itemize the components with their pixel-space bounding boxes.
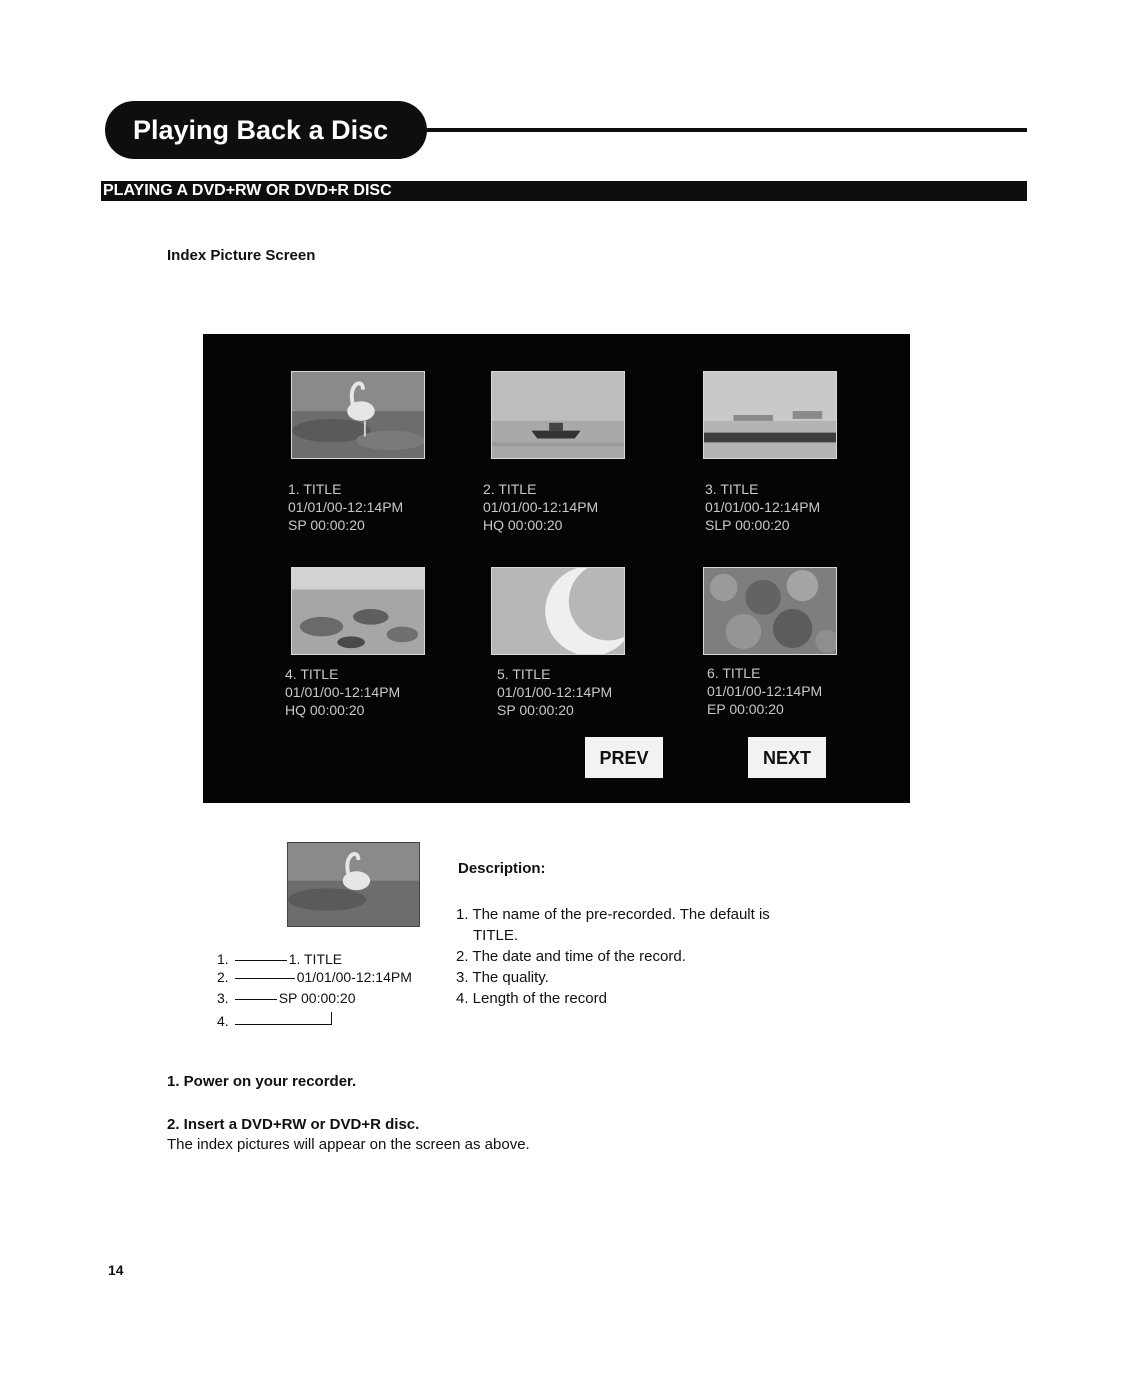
section-heading: PLAYING A DVD+RW OR DVD+R DISC [101, 181, 1027, 201]
thumbnail-datetime: 01/01/00-12:14PM [705, 499, 821, 515]
legend-number: 3. [217, 990, 229, 1006]
thumbnail-datetime: 01/01/00-12:14PM [285, 684, 401, 700]
thumbnail-quality: SP 00:00:20 [497, 702, 574, 718]
thumbnail-label-1 [288, 480, 403, 534]
legend-text: 01/01/00-12:14PM [296, 969, 412, 985]
thumbnail-title: 5. TITLE [497, 666, 551, 682]
legend-number: 1. [217, 951, 229, 967]
legend-item-3 [217, 989, 356, 1007]
moon-image-icon[interactable] [491, 567, 625, 655]
thumbnail-datetime: 01/01/00-12:14PM [483, 499, 599, 515]
legend-number: 4. [217, 1013, 229, 1029]
step-2: 2. Insert a DVD+RW or DVD+R disc. [167, 1116, 420, 1133]
thumbnail-label-5 [497, 665, 612, 719]
thumbnail-title: 4. TITLE [285, 666, 339, 682]
leader-line [235, 960, 287, 961]
thumbnail-quality: SLP 00:00:20 [705, 517, 790, 533]
thumbnail-label-3 [705, 480, 820, 534]
page-number: 14 [108, 1262, 124, 1278]
thumbnail-label-4 [285, 665, 400, 719]
description-item: 3. The quality. [456, 969, 549, 986]
legend-item-4 [217, 1012, 332, 1030]
description-list [456, 904, 770, 1009]
legend-text: SP 00:00:20 [278, 990, 356, 1006]
rocks-image-icon[interactable] [291, 567, 425, 655]
thumbnail-quality: HQ 00:00:20 [285, 702, 365, 718]
index-picture-screen [203, 334, 910, 803]
description-item: 4. Length of the record [456, 990, 607, 1007]
thumbnail-quality: EP 00:00:20 [707, 701, 784, 717]
description-item: 2. The date and time of the record. [456, 948, 686, 965]
ship-image-icon[interactable] [703, 371, 837, 459]
bird-image-icon[interactable] [291, 371, 425, 459]
chapter-title: Playing Back a Disc [105, 101, 427, 159]
thumbnail-datetime: 01/01/00-12:14PM [288, 499, 404, 515]
boat-image-icon[interactable] [491, 371, 625, 459]
step-2-body: The index pictures will appear on the screen as above. [167, 1136, 530, 1153]
thumbnail-datetime: 01/01/00-12:14PM [707, 683, 823, 699]
step-1: 1. Power on your recorder. [167, 1073, 357, 1090]
thumbnail-title: 1. TITLE [288, 481, 342, 497]
legend-item-2 [217, 968, 412, 986]
foliage-image-icon[interactable] [703, 567, 837, 655]
thumbnail-label-2 [483, 480, 598, 534]
legend-number: 2. [217, 969, 229, 985]
header-divider [415, 128, 1027, 132]
thumbnail-quality: SP 00:00:20 [288, 517, 365, 533]
bird-image-icon [287, 842, 420, 927]
next-button[interactable]: NEXT [748, 737, 826, 778]
prev-button[interactable]: PREV [585, 737, 663, 778]
thumbnail-datetime: 01/01/00-12:14PM [497, 684, 613, 700]
leader-line [235, 978, 295, 979]
thumbnail-title: 3. TITLE [705, 481, 759, 497]
legend-item-1 [217, 950, 342, 968]
thumbnail-title: 2. TITLE [483, 481, 537, 497]
leader-line [235, 1012, 332, 1025]
thumbnail-title: 6. TITLE [707, 665, 761, 681]
description-item: TITLE. [473, 927, 519, 944]
legend-text: 1. TITLE [288, 951, 343, 967]
leader-line [235, 999, 277, 1000]
subheading: Index Picture Screen [167, 247, 316, 264]
thumbnail-quality: HQ 00:00:20 [483, 517, 563, 533]
description-title: Description: [458, 860, 546, 877]
thumbnail-label-6 [707, 664, 822, 718]
description-item: 1. The name of the pre-recorded. The default is [456, 906, 770, 923]
